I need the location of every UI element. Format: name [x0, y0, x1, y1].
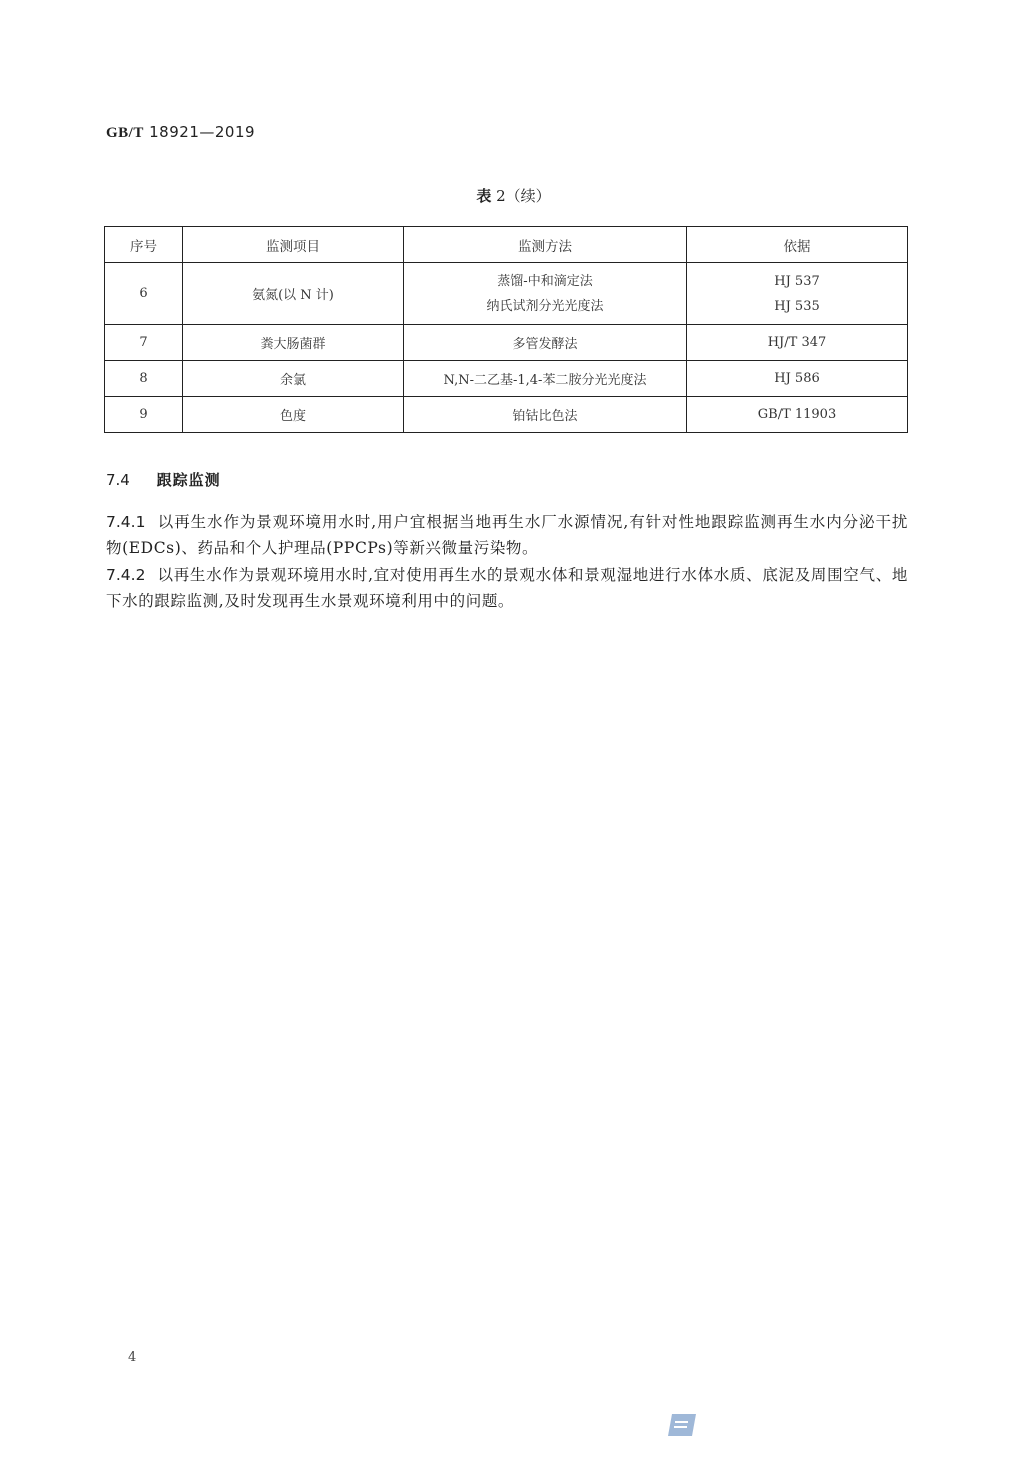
section-number: 7.4 [106, 471, 130, 489]
row-item: 色度 [183, 397, 404, 433]
section-heading [106, 469, 221, 490]
document-header [106, 123, 255, 142]
table-caption [0, 185, 1027, 206]
basis-line: HJ 537 [774, 273, 820, 289]
row-no: 8 [105, 361, 183, 397]
row-method: 铂钴比色法 [404, 397, 687, 433]
standard-number: 18921—2019 [149, 123, 256, 141]
clause-text: 以再生水作为景观环境用水时,宜对使用再生水的景观水体和景观湿地进行水体水质、底泥及周围空气、地下水的跟踪监测,及时发现再生水景观环境利用中的问题。 [106, 566, 908, 610]
row-basis: GB/T 11903 [687, 397, 908, 433]
header-basis: 依据 [687, 227, 908, 263]
row-no: 7 [105, 325, 183, 361]
row-basis: HJ 586 [687, 361, 908, 397]
table-row [105, 325, 908, 361]
standard-code: GB/T [106, 125, 144, 141]
header-item: 监测项目 [183, 227, 404, 263]
clause-number: 7.4.2 [106, 566, 146, 584]
sac-logo-icon [668, 1414, 696, 1436]
row-no: 9 [105, 397, 183, 433]
table-row [105, 397, 908, 433]
row-item: 余氯 [183, 361, 404, 397]
section-title: 跟踪监测 [156, 471, 221, 489]
table-row [105, 263, 908, 325]
row-method: N,N-二乙基-1,4-苯二胺分光光度法 [404, 361, 687, 397]
row-item: 氨氮(以 N 计) [183, 263, 404, 325]
clause-text: 以再生水作为景观环境用水时,用户宜根据当地再生水厂水源情况,有针对性地跟踪监测再生水内分泌干扰物(EDCs)、药品和个人护理品(PPCPs)等新兴微量污染物。 [106, 513, 908, 557]
method-line: 纳氏试剂分光光度法 [486, 298, 604, 314]
page-number: 4 [128, 1350, 137, 1365]
basis-line: HJ 535 [774, 298, 820, 314]
row-basis: HJ/T 347 [687, 325, 908, 361]
paragraph-7-4-2 [106, 562, 908, 614]
header-no: 序号 [105, 227, 183, 263]
table-row [105, 361, 908, 397]
monitoring-table [104, 226, 908, 433]
row-no: 6 [105, 263, 183, 325]
header-method: 监测方法 [404, 227, 687, 263]
table-caption-number: 2（续） [496, 187, 551, 205]
table-header-row [105, 227, 908, 263]
paragraph-7-4-1 [106, 509, 908, 561]
clause-number: 7.4.1 [106, 513, 146, 531]
row-method: 多管发酵法 [404, 325, 687, 361]
row-item: 粪大肠菌群 [183, 325, 404, 361]
method-line: 蒸馏-中和滴定法 [497, 273, 593, 289]
row-method [404, 263, 687, 325]
table-caption-label: 表 [476, 187, 492, 205]
row-basis [687, 263, 908, 325]
